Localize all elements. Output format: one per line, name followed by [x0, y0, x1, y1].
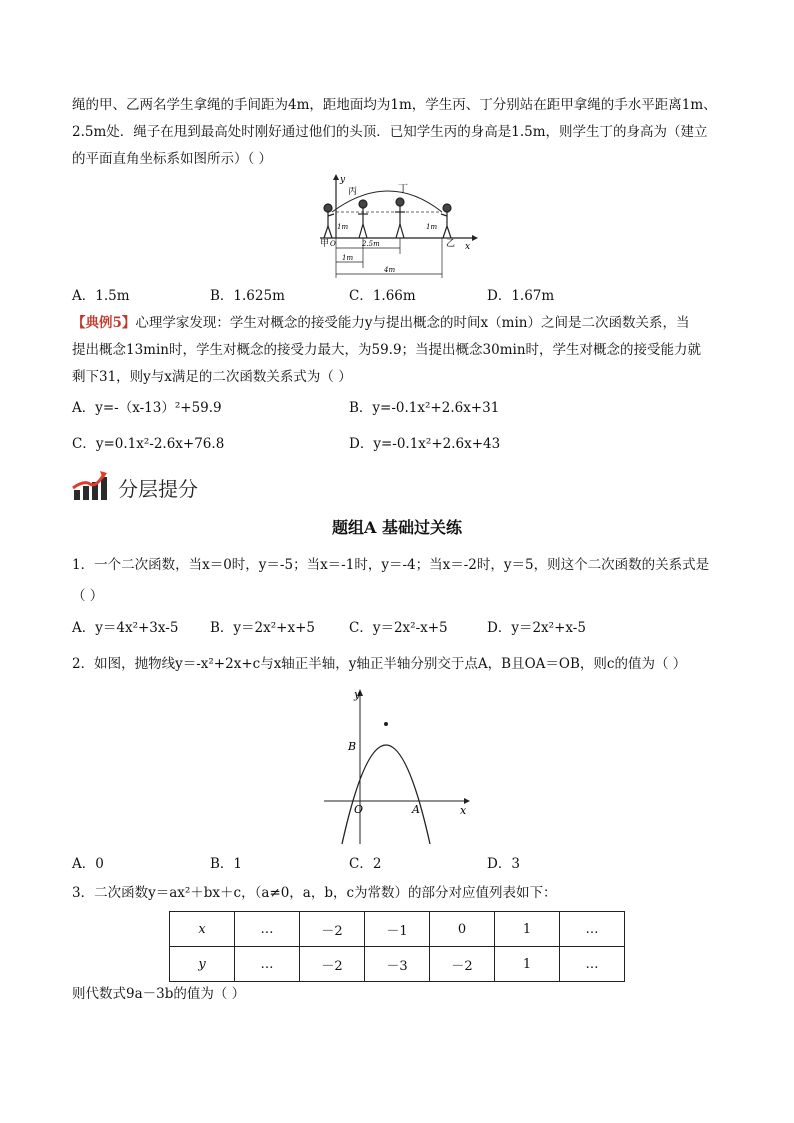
- intro-line-3: 的平面直角坐标系如图所示）（ ）: [72, 151, 273, 167]
- q2-option-d[interactable]: D．3: [487, 856, 520, 872]
- table-cell: …: [235, 947, 300, 982]
- q2-option-a[interactable]: A．0: [72, 856, 104, 872]
- example5-line-1-text: 心理学家发现：学生对概念的接受能力y与提出概念的时间x（min）之间是二次函数关系，当: [135, 315, 690, 331]
- rope-figure: [312, 172, 482, 284]
- label-1m-right: 1m: [426, 223, 438, 231]
- q2-option-b[interactable]: B．1: [210, 856, 243, 872]
- vertex-point: [384, 722, 388, 726]
- q3-line-2: 则代数式9a－3b的值为（ ）: [72, 986, 246, 1002]
- example5-option-b[interactable]: B．y=-0.1x²+2.6x+31: [349, 400, 500, 416]
- group-title: 题组A 基础过关练: [332, 518, 462, 537]
- table-cell: －2: [300, 912, 365, 947]
- section-title: 分层提分: [118, 477, 198, 501]
- y-axis-arrow-icon: [333, 174, 339, 180]
- table-row: [170, 947, 625, 982]
- person-yi-icon: [441, 204, 451, 238]
- table-cell: 1: [495, 947, 560, 982]
- table-cell: x: [170, 912, 235, 947]
- q3-value-table: [169, 911, 625, 982]
- dim-label-4: 4m: [384, 266, 396, 274]
- example5-tag: 【典例5】: [72, 315, 136, 331]
- example5-line-1: [72, 313, 689, 333]
- example5-line-2: 提出概念13min时，学生对概念的接受力最大，为59.9；当提出概念30min时，学生对概念的接受能力就: [72, 342, 702, 358]
- rope-y-label: y: [340, 175, 346, 185]
- q1-option-d[interactable]: D．y＝2x²+x-5: [487, 620, 586, 636]
- graph-a-label: A: [412, 803, 420, 816]
- example5-option-a[interactable]: A．y=-（x-13）²+59.9: [72, 400, 222, 416]
- table-cell: …: [560, 947, 625, 982]
- parabola-graph: [318, 686, 478, 846]
- label-1m-left: 1m: [337, 223, 349, 231]
- label-o: O: [330, 240, 336, 248]
- rope-option-c[interactable]: C．1.66m: [349, 288, 416, 304]
- intro-line-2: 2.5m处．绳子在甩到最高处时刚好通过他们的头顶．已知学生丙的身高是1.5m，则学生丁的身高为（建立: [72, 124, 708, 140]
- table-cell: …: [235, 912, 300, 947]
- table-cell: 1: [495, 912, 560, 947]
- x-axis-arrow-icon: [472, 235, 478, 241]
- label-bing: 丙: [348, 187, 358, 197]
- dim-label-25: 2.5m: [362, 240, 380, 248]
- label-ding: 丁: [398, 184, 408, 195]
- rope-option-b[interactable]: B．1.625m: [210, 288, 285, 304]
- person-jia-icon: [324, 204, 334, 238]
- rope-option-d[interactable]: D．1.67m: [487, 288, 555, 304]
- q1-option-c[interactable]: C．y＝2x²-x+5: [349, 620, 448, 636]
- q2-line-1: 2．如图，抛物线y＝-x²+2x+c与x轴正半轴，y轴正半轴分别交于点A，B且OA＝OB，则c的值为（ ）: [72, 656, 687, 672]
- graph-x-label: x: [460, 804, 467, 817]
- person-ding-icon: [395, 198, 405, 238]
- dim-label-1: 1m: [342, 254, 354, 262]
- q1-line-1: 1．一个二次函数，当x＝0时，y＝-5；当x＝-1时，y＝-4；当x＝-2时，y＝5，则这个二次函数的关系式是: [72, 557, 710, 573]
- intro-line-1: 绳的甲、乙两名学生拿绳的手间距为4m，距地面均为1m，学生丙、丁分别站在距甲拿绳的手水平距离1m、: [72, 97, 717, 113]
- table-cell: －3: [365, 947, 430, 982]
- graph-y-label: y: [354, 688, 361, 701]
- table-cell: －2: [300, 947, 365, 982]
- rope-option-a[interactable]: A．1.5m: [72, 288, 130, 304]
- graph-o-label: O: [354, 803, 364, 816]
- person-bing-icon: [358, 200, 368, 238]
- example5-option-c[interactable]: C．y=0.1x²-2.6x+76.8: [72, 436, 225, 452]
- table-row: [170, 912, 625, 947]
- q3-line-1: 3．二次函数y＝ax²＋bx＋c，（a≠0，a，b，c为常数）的部分对应值列表如下：: [72, 885, 557, 901]
- table-cell: －2: [430, 947, 495, 982]
- q1-option-a[interactable]: A．y＝4x²+3x-5: [72, 620, 179, 636]
- q1-line-2: （ ）: [72, 588, 104, 604]
- table-cell: …: [560, 912, 625, 947]
- label-yi: 乙: [446, 239, 456, 249]
- graph-b-label: B: [348, 740, 357, 753]
- label-jia: 甲: [320, 239, 330, 249]
- rope-x-label: x: [465, 242, 471, 252]
- table-cell: －1: [365, 912, 430, 947]
- q2-option-c[interactable]: C．2: [349, 856, 382, 872]
- table-cell: y: [170, 947, 235, 982]
- parabola-curve: [342, 745, 430, 844]
- growth-chart-icon: [72, 470, 108, 502]
- example5-option-d[interactable]: D．y=-0.1x²+2.6x+43: [349, 436, 501, 452]
- q1-option-b[interactable]: B．y＝2x²+x+5: [210, 620, 315, 636]
- table-cell: 0: [430, 912, 495, 947]
- example5-line-3: 剩下31，则y与x满足的二次函数关系式为（ ）: [72, 369, 352, 385]
